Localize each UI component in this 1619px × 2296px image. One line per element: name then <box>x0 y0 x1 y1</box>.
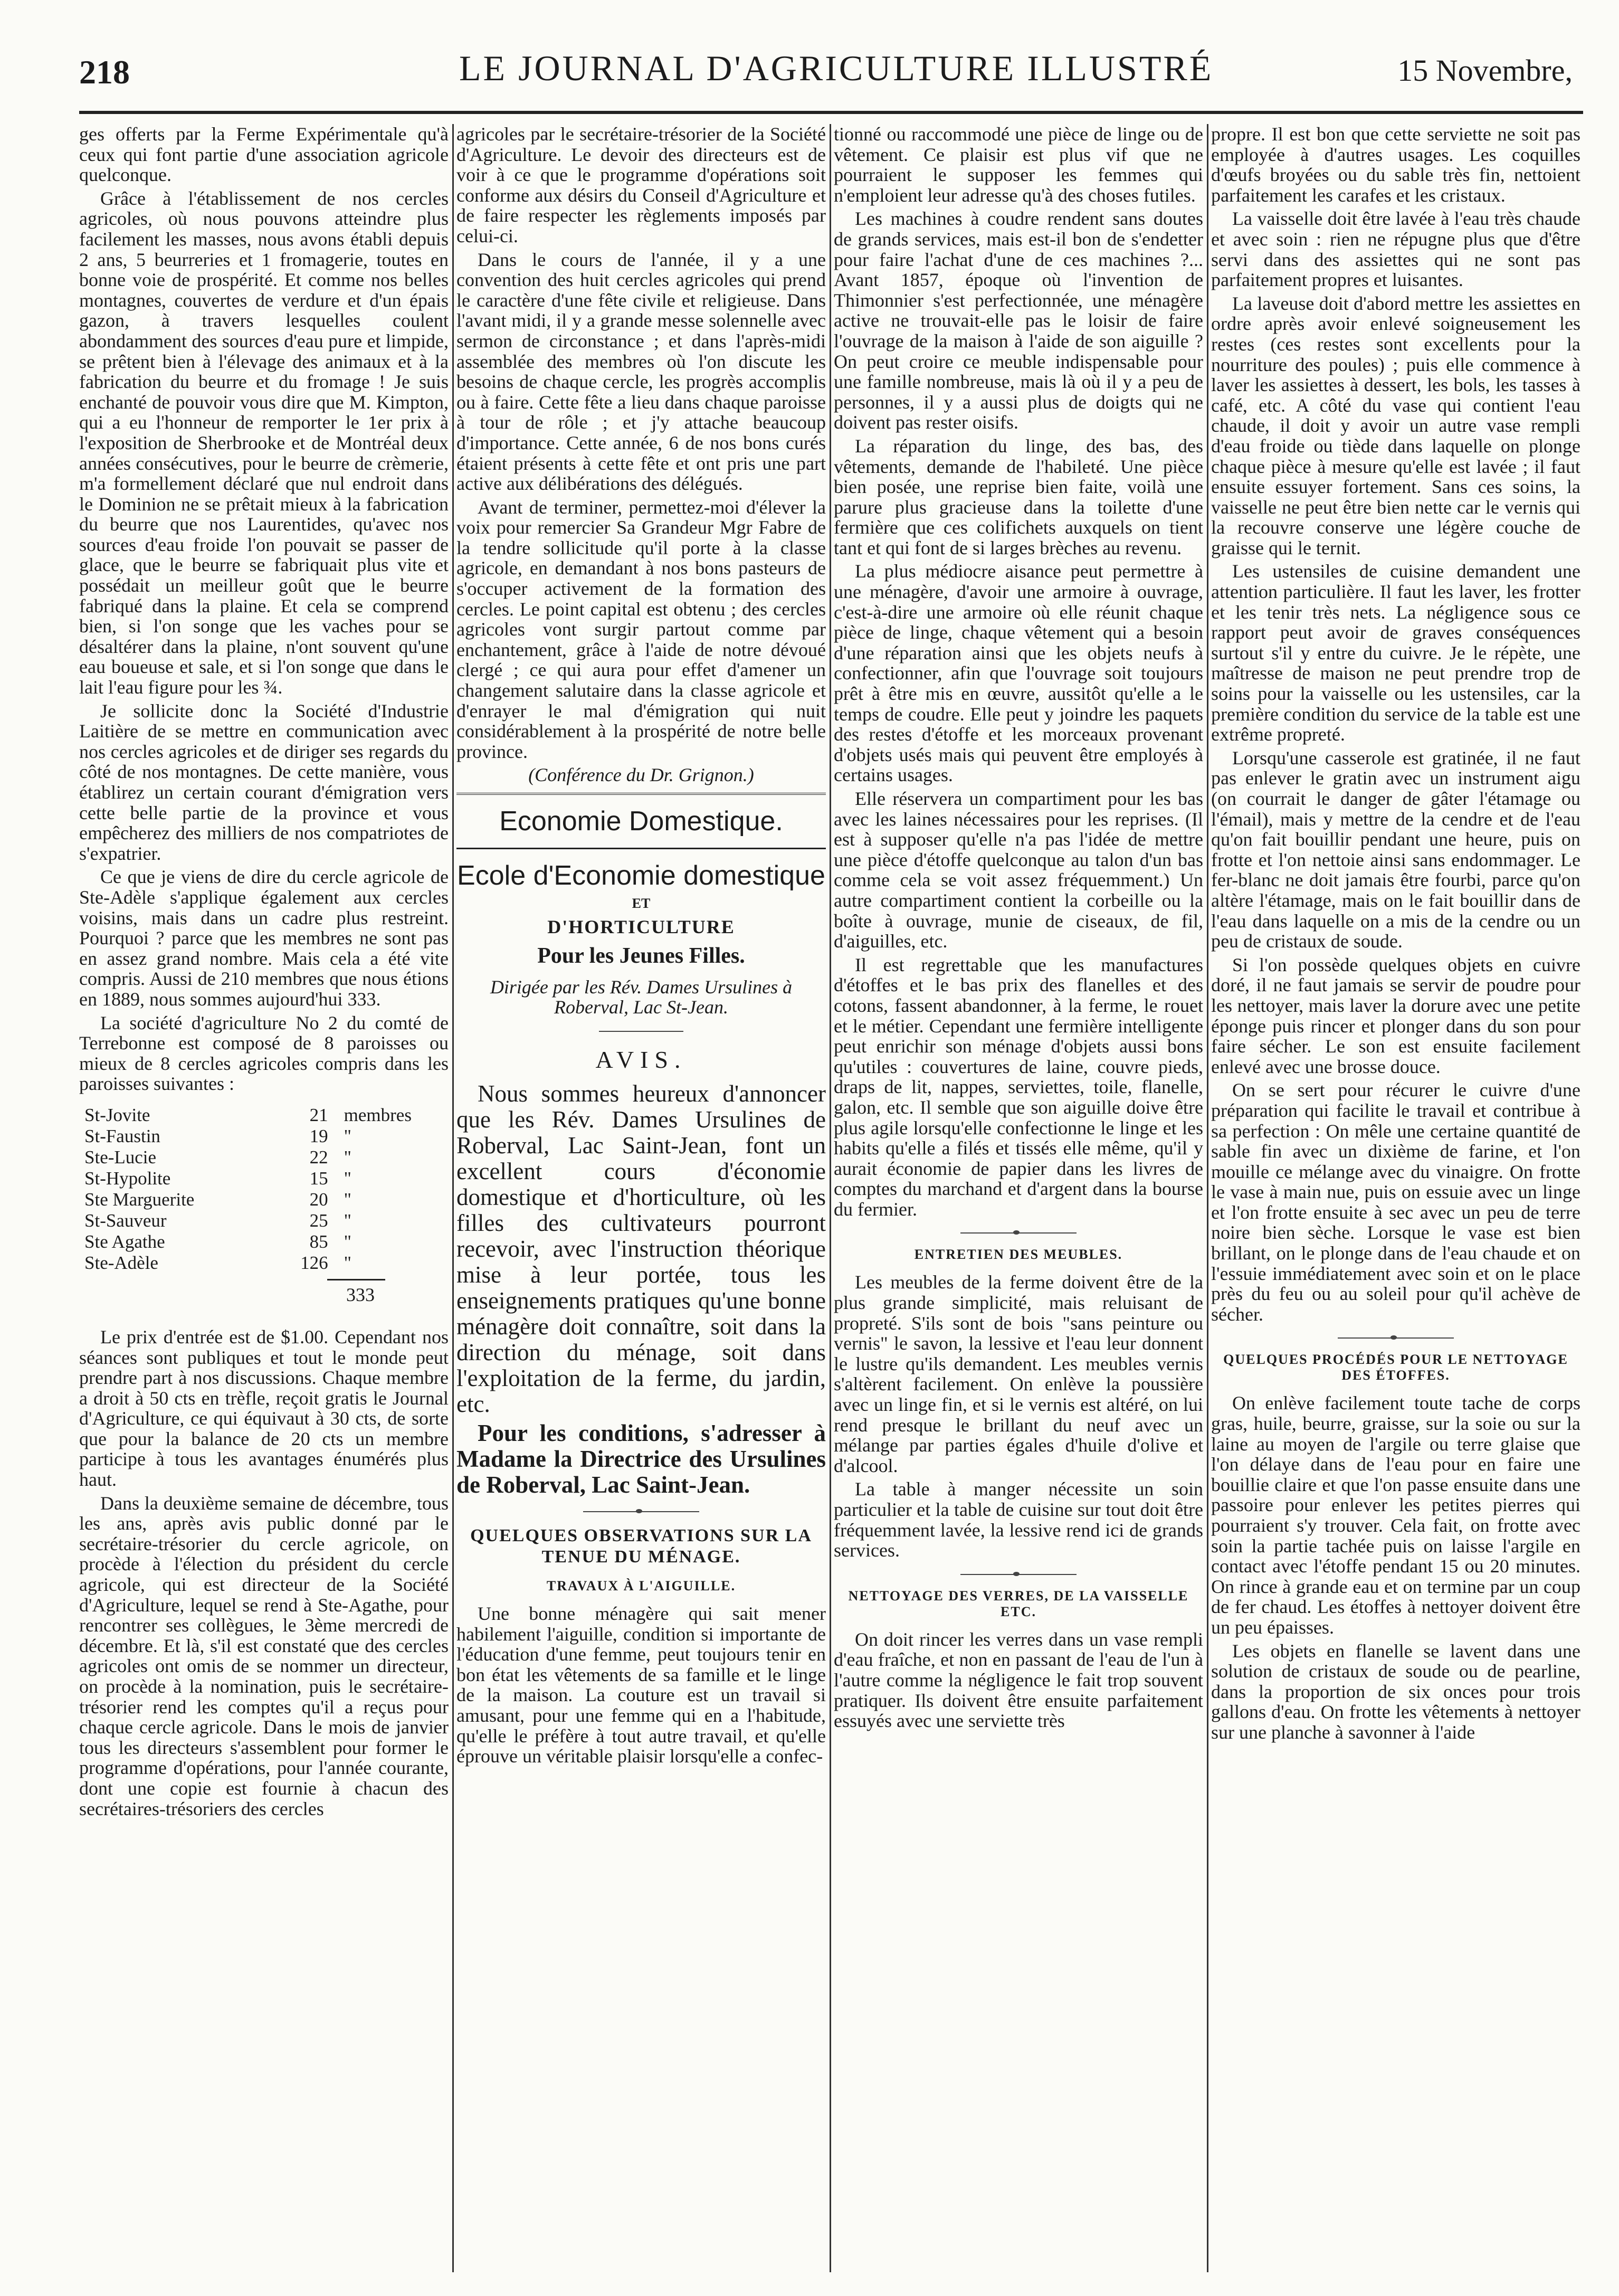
member-unit: membres <box>344 1104 412 1125</box>
paragraph: Une bonne ménagère qui sait mener habilement l'aiguille, condition si importante de l'éducation d'une femme, peut toujours tenir en bon état les vêtements de sa famille et le linge de la maison. La couture est un travail si amusant, pour une femme qui en a l'habitude, qu'elle le préfère à tout autre travail, et qu'elle éprouve un véritable plaisir lorsqu'elle a confec- <box>456 1603 826 1767</box>
ornamental-divider <box>960 1571 1077 1578</box>
horticulture-heading: D'HORTICULTURE <box>547 916 735 937</box>
member-count: 22 <box>309 1146 328 1168</box>
paragraph: Ce que je viens de dire du cercle agricole de Ste-Adèle s'applique également aux cercles voisins, mais dans un cadre plus restreint. Pourquoi ? parce que les membres ne sont pas en assez grand nombre. Mais cela a été vite compris. Aussi de 210 membres que nous étions en 1889, nous sommes aujourd'hui 333. <box>79 866 449 1010</box>
parish-name: Ste-Adèle <box>84 1252 158 1273</box>
parish-name: St-Sauveur <box>84 1210 167 1231</box>
journal-title: LE JOURNAL D'AGRICULTURE ILLUSTRÉ <box>459 48 1214 88</box>
column-4 <box>1211 124 1580 2272</box>
paragraph: Dans la deuxième semaine de décembre, tous les ans, après avis public donné par le secrétaire-trésorier du cercle agricole, on procède à l'élection du président du cercle agricole, qui est directeur de la Société d'Agriculture, lequel se rend à Ste-Agathe, pour rencontrer ses collègues, le 3ème mercredi de décembre. Et là, s'il est constaté que des cercles agricoles ont omis de se nommer un directeur, on procède à la nomination, puis le secrétaire-trésorier rend les comptes qu'il a reçus pour chaque cercle agricole. Dans le mois de janvier tous les directeurs s'assemblent pour former le programme d'opérations, pour l'année courante, dont une copie est fournie à chacun des secrétaires-trésoriers des cercles <box>79 1492 449 1819</box>
paragraph: Elle réservera un compartiment pour les bas avec les laines nécessaires pour les reprises. (Il est à supposer qu'elle n'a pas l'idée de mettre une pièce d'étoffe quelconque au talon d'un bas comme cela se voit assez fréquemment.) Un autre compartiment contient la corbeille ou la boîte à ouvrage, munie de ciseaux, de fil, d'aiguilles, etc. <box>834 788 1203 952</box>
table-row <box>84 1189 433 1210</box>
divider <box>599 1031 683 1032</box>
table-row <box>84 1231 433 1253</box>
column-1 <box>79 124 449 2272</box>
column-3 <box>834 124 1203 2272</box>
parish-name: St-Hypolite <box>84 1168 171 1189</box>
paragraph: Dans le cours de l'année, il y a une convention des huit cercles agricoles qui prend le caractère d'une fête civile et religieuse. Dans l'avant midi, il y a grande messe solennelle avec sermon de circonstance ; et dans l'après-midi assemblée des membres où l'on discute les besoins de chaque cercle, les progrès accomplis ou à faire. Cette fête a lieu dans chaque paroisse à tour de rôle ; et j'y attache beaucoup d'importance. Cette année, 6 de nos bons curés étaient présents à cette fête et ont pris une part active aux délibérations des délégués. <box>456 249 826 495</box>
parish-name: Ste Marguerite <box>84 1189 195 1210</box>
membership-total: 333 <box>346 1284 375 1305</box>
member-count: 126 <box>300 1252 328 1273</box>
table-row <box>84 1253 433 1274</box>
paragraph: La société d'agriculture No 2 du comté de Terrebonne est composé de 8 paroisses ou mieux de 8 cercles agricoles compris dans les paroisses suivantes : <box>79 1012 449 1095</box>
paragraph: Avant de terminer, permettez-moi d'élever la voix pour remercier Sa Grandeur Mgr Fabre de la tendre sollicitude qu'il porte à la classe agricole, en demandant à nos bons pasteurs de s'occuper activement de la formation des cercles. Le point capital est obtenu ; des cercles agricoles vont surgir partout comme par enchantement, grâce à l'aide de notre dévoué clergé ; ce qui aura pour effet d'amener un changement salutaire dans la classe agricole et d'enrayer le mal d'émigration qui nuit considérablement à la prospérité de notre belle province. <box>456 496 826 762</box>
paragraph: La plus médiocre aisance peut permettre à une ménagère, d'avoir une armoire à ouvrage, c'est-à-dire une armoire où elle réunit chaque pièce de linge, chaque vêtement qui a besoin d'une réparation ainsi que les objets neufs à confectionner, afin que l'ouvrage soit toujours prêt à être mis en œuvre, aussitôt qu'elle a le temps de coudre. Elle peut y joindre les paquets des restes d'étoffe et les morceaux provenant d'objets usés mais qui peuvent être employés à certains usages. <box>834 561 1203 786</box>
member-unit: " <box>344 1168 351 1189</box>
observations-title: QUELQUES OBSERVATIONS SUR LA TENUE DU MÉNAGE. <box>470 1526 812 1567</box>
column-2 <box>456 124 826 2272</box>
parish-membership-table <box>84 1105 433 1274</box>
paragraph: Le prix d'entrée est de $1.00. Cependant nos séances sont publiques et tout le monde peut prendre part à nos discussions. Chaque membre a droit à 50 cts en trèfle, reçoit gratis le Journal d'Agriculture, ce qui équivaut à 30 cts, de sorte que pour la balance de 20 cts un membre participe à tous les avantages énumérés plus haut. <box>79 1326 449 1491</box>
member-unit: " <box>344 1125 351 1146</box>
paragraph: Lorsqu'une casserole est gratinée, il ne faut pas enlever le gratin avec un instrument aigu (on courrait le danger de gâter l'étamage ou l'émail), mais y mettre de la cendre et de l'eau qu'on fait bouillir pendant une heure, puis on frotte et l'on nettoie ainsi sans endommager. Le fer-blanc ne doit jamais être fourbi, parce qu'on altère l'étamage, mais on le fait bouillir dans de l'eau dans laquelle on a mis de la cendre ou un peu de cristaux de soude. <box>1211 747 1580 952</box>
text-columns <box>79 124 1583 2272</box>
issue-date: 15 Novembre, <box>1397 53 1573 88</box>
paragraph: Les machines à coudre rendent sans doutes de grands services, mais est-il bon de s'endetter pour faire l'achat d'une de ces machines ?... Avant 1857, époque où l'invention de Thimonnier s'est perfectionnée, une ménagère active ne trouvait-elle pas le loisir de faire l'ouvrage de la maison à l'aide de son aiguille ? On peut croire ce meuble indispensable pour une famille nombreuse, mais là où il y a peu de personnes, il y a aussi plus de doigts qui ne doivent pas rester oisifs. <box>834 208 1203 433</box>
lecture-credit: (Conférence du Dr. Grignon.) <box>528 764 754 786</box>
paragraph: Les ustensiles de cuisine demandent une attention particulière. Il faut les laver, les frotter et les tenir très nets. La négligence sous ce rapport peut avoir de graves conséquences surtout s'il y entre du cuivre. Je le répète, une maîtresse de maison ne peut prendre trop de soins pour la vaisselle ou les ustensiles, car la première condition du service de la table est une extrême propreté. <box>1211 561 1580 745</box>
ornamental-divider <box>960 1230 1077 1236</box>
newspaper-page <box>37 32 1583 2275</box>
member-unit: " <box>344 1210 351 1231</box>
section-title: Economie Domestique. <box>456 793 826 849</box>
page-number: 218 <box>79 53 130 91</box>
table-row <box>84 1147 433 1168</box>
parish-name: Ste-Lucie <box>84 1146 157 1168</box>
table-row <box>84 1210 433 1231</box>
paragraph: Je sollicite donc la Société d'Industrie Laitière de se mettre en communication avec nos cercles agricoles et de diriger ses regards du côté de nos montagnes. De cette manière, vous établirez un certain courant d'émigration vers cette belle partie de la province et vous empêcherez des milliers de nos compatriotes de s'expatrier. <box>79 700 449 864</box>
paragraph: Il est regrettable que les manufactures d'étoffes et le bas prix des flanelles et des cotons, fassent abandonner, à la ferme, le rouet et le métier. Cependant une fermière intelligente peut enrichir son ménage d'objets aussi bons qu'utiles : couvertures de laine, couvre pieds, draps de lit, nappes, serviettes, toile, flanelle, galon, etc. Il semble que son aiguille doive être plus agile lorsqu'elle confectionne le linge et les habits qu'elle a filés et tissés elle même, qu'il y aurait économie de papier dans les livres de comptes du marchand et d'argent dans la bourse du fermier. <box>834 954 1203 1220</box>
for-girls-heading: Pour les Jeunes Filles. <box>537 944 745 968</box>
paragraph: agricoles par le secrétaire-trésorier de la Société d'Agriculture. Le devoir des directeurs est de voir à ce que le programme d'opérations soit conforme aux désirs du Conseil d'Agriculture et de faire respecter les règlements imposés par celui-ci. <box>456 124 826 246</box>
paragraph: On doit rincer les verres dans un vase rempli d'eau fraîche, et non en passant de l'eau de l'un à l'autre comme la négligence le fait trop souvent pratiquer. Ils doivent être ensuite parfaitement essuyés avec une serviette très <box>834 1628 1203 1732</box>
furniture-title: ENTRETIEN DES MEUBLES. <box>914 1247 1123 1263</box>
member-unit: " <box>344 1252 351 1273</box>
paragraph: Si l'on possède quelques objets en cuivre doré, il ne faut jamais se servir de poudre pour les nettoyer, mais laver la dorure avec une petite éponge puis rincer et plonger dans du son pour faire sécher. Le son est ensuite facilement enlevé avec une brosse douce. <box>1211 954 1580 1077</box>
parish-name: St-Jovite <box>84 1104 150 1125</box>
paragraph: La laveuse doit d'abord mettre les assiettes en ordre après avoir enlevé soigneusement les restes (ces restes sont excellents pour la nourriture des poules) ; puis elle commence à laver les assiettes à dessert, les bols, les tasses à café, etc. A côté du vase qui contient l'eau chaude, il doit y avoir un autre vase rempli d'eau froide ou tiède dans laquelle on plonge chaque pièce à mesure qu'elle est lavée ; il faut ensuite essuyer fortement. Sans ces soins, la vaisselle ne peut être bien nette car le vernis qui la recouvre conserve une légère couche de graisse qui le ternit. <box>1211 292 1580 558</box>
table-row <box>84 1168 433 1189</box>
member-count: 85 <box>309 1231 328 1252</box>
directed-by: Dirigée par les Rév. Dames Ursulines à Roberval, Lac St-Jean. <box>490 976 793 1018</box>
paragraph: On enlève facilement toute tache de corps gras, huile, beurre, graisse, sur la soie ou sur la laine au moyen de l'argile ou terre glaise que l'on délaye dans de l'eau pour en faire une bouillie claire et que l'on passe ensuite dans une passoire pour enlever les petites pierres qui pourraient s'y trouver. Cela fait, on frotte avec soin la partie tachée puis on laisse l'argile en contact avec l'étoffe pendant 15 ou 20 minutes. On rince à grande eau et on termine par un coup de fer chaud. Les étoffes à nettoyer doivent être un peu épaisses. <box>1211 1392 1580 1638</box>
member-count: 19 <box>309 1125 328 1146</box>
conjunction: ET <box>632 896 651 911</box>
needlework-title: TRAVAUX À L'AIGUILLE. <box>546 1578 736 1593</box>
table-row <box>84 1126 433 1147</box>
parish-name: Ste Agathe <box>84 1231 165 1252</box>
notice-paragraph: Nous sommes heureux d'annoncer que les Rév. Dames Ursulines de Roberval, Lac Saint-Jean, font un excellent cours d'économie domestique et d'horticulture, où les filles des cultivateurs pourront recevoir, avec l'instruction théorique mise à leur portée, tous les enseignements pratiques qu'une bonne ménagère doit connaître, soit dans la direction du ménage, soit dans l'exploitation de la ferme, du jardin, etc. <box>456 1080 826 1417</box>
header-rule <box>79 111 1583 114</box>
member-unit: " <box>344 1189 351 1210</box>
glassware-title: NETTOYAGE DES VERRES, DE LA VAISSELLE ETC. <box>848 1588 1189 1619</box>
paragraph: La réparation du linge, des bas, des vêtements, demande de l'habileté. Une pièce bien posée, une reprise bien faite, voilà une parure plus gracieuse dans la toilette d'une fermière que ces colifichets auxquels on tient tant et qui font de si larges brèches au revenu. <box>834 435 1203 558</box>
notice-title: AVIS. <box>595 1046 687 1073</box>
paragraph: propre. Il est bon que cette serviette ne soit pas employée à d'autres usages. Les coquilles d'œufs broyées ou du sable très fin, nettoient parfaitement les carafes et les cristaux. <box>1211 124 1580 206</box>
school-title: Ecole d'Economie domestique <box>457 860 825 891</box>
ornamental-divider <box>1338 1335 1454 1341</box>
total-rule <box>327 1279 385 1280</box>
column-divider <box>830 124 831 2272</box>
member-count: 20 <box>309 1189 328 1210</box>
member-count: 21 <box>309 1104 328 1125</box>
parish-name: St-Faustin <box>84 1125 160 1146</box>
column-divider <box>452 124 454 2272</box>
column-divider <box>1207 124 1208 2272</box>
paragraph: ges offerts par la Ferme Expérimentale qu'à ceux qui font partie d'une association agricole quelconque. <box>79 124 449 186</box>
fabric-cleaning-title: QUELQUES PROCÉDÉS POUR LE NETTOYAGE DES ÉTOFFES. <box>1223 1352 1568 1383</box>
member-unit: " <box>344 1146 351 1168</box>
paragraph: tionné ou raccommodé une pièce de linge ou de vêtement. Ce plaisir est plus vif que ne pourraient le supposer les femmes qui n'emploient leur adresse qu'à des choses futiles. <box>834 124 1203 206</box>
table-row <box>84 1105 433 1126</box>
paragraph: La table à manger nécessite un soin particulier et la table de cuisine sur tout doit être fréquemment lavée, la lessive rend ici de grands services. <box>834 1478 1203 1561</box>
notice-contact: Pour les conditions, s'adresser à Madame la Directrice des Ursulines de Roberval, Lac Saint-Jean. <box>456 1420 826 1498</box>
paragraph: Grâce à l'établissement de nos cercles agricoles, où nous pouvons atteindre plus facilement les masses, nous avons établi depuis 2 ans, 5 beurreries et 1 fromagerie, toutes en bonne voie de prospérité. Et comme nos belles montagnes, couvertes de verdure et d'un épais gazon, à travers lesquelles coulent abondamment des sources d'eau pure et limpide, se prêtent bien à l'élevage des animaux et à la fabrication du beurre et du fromage ! Je suis enchanté de pouvoir vous dire que M. Kimpton, qui a eu l'honneur de remporter le 1er prix à l'exposition de Sherbrooke et de Montréal deux années consécutives, pour le beurre de crèmerie, m'a formellement déclaré que nul endroit dans le Dominion ne se prêtait mieux à la fabrication du beurre que nos Laurentides, qu'avec nos sources d'eau froide l'on pouvait se passer de glace, que le beurre se fabriquait plus vite et possédait un meilleur goût que le beurre fabriqué dans la plaine. Et cela se comprend bien, si l'on songe que les vaches pour se désaltérer dans la plaine, n'ont souvent qu'une eau boueuse et sale, et si l'on songe que dans le lait l'eau figure pour les ¾. <box>79 187 449 698</box>
member-count: 15 <box>309 1168 328 1189</box>
member-count: 25 <box>309 1210 328 1231</box>
paragraph: On se sert pour récurer le cuivre d'une préparation qui facilite le travail et contribue à sa perfection : On mêle une certaine quantité de sable fin avec un dixième de farine, et l'on mouille ce mélange avec du vinaigre. On frotte le vase à main nue, puis on essuie avec un linge et l'on frotte ensuite à sec avec un peu de terre noire bien sèche. Lorsque le vase est bien brillant, on le plonge dans de l'eau chaude et on l'essuie immédiatement avec soin et on le place près du feu ou au soleil pour qu'il achève de sécher. <box>1211 1079 1580 1325</box>
member-unit: " <box>344 1231 351 1252</box>
paragraph: La vaisselle doit être lavée à l'eau très chaude et avec soin : rien ne répugne plus que d'être servi dans des assiettes qui ne sont pas parfaitement propres et luisantes. <box>1211 208 1580 291</box>
paragraph: Les objets en flanelle se lavent dans une solution de cristaux de soude ou de pearline, dans la proportion de six onces pour trois gallons d'eau. On frotte les vêtements à nettoyer sur une planche à savonner à l'aide <box>1211 1640 1580 1743</box>
ornamental-divider <box>583 1508 699 1515</box>
paragraph: Les meubles de la ferme doivent être de la plus grande simplicité, mais reluisant de propreté. S'ils sont de bois "sans peinture ou vernis" le savon, la lessive et l'eau leur donnent le lustre qu'ils demandent. Les meubles vernis s'altèrent facilement. On enlève la poussière avec un linge fin, et si le vernis est altéré, on lui rend presque le brillant du neuf avec un mélange par parties égales d'huile d'olive et d'alcool. <box>834 1272 1203 1476</box>
page-header <box>37 32 1583 111</box>
